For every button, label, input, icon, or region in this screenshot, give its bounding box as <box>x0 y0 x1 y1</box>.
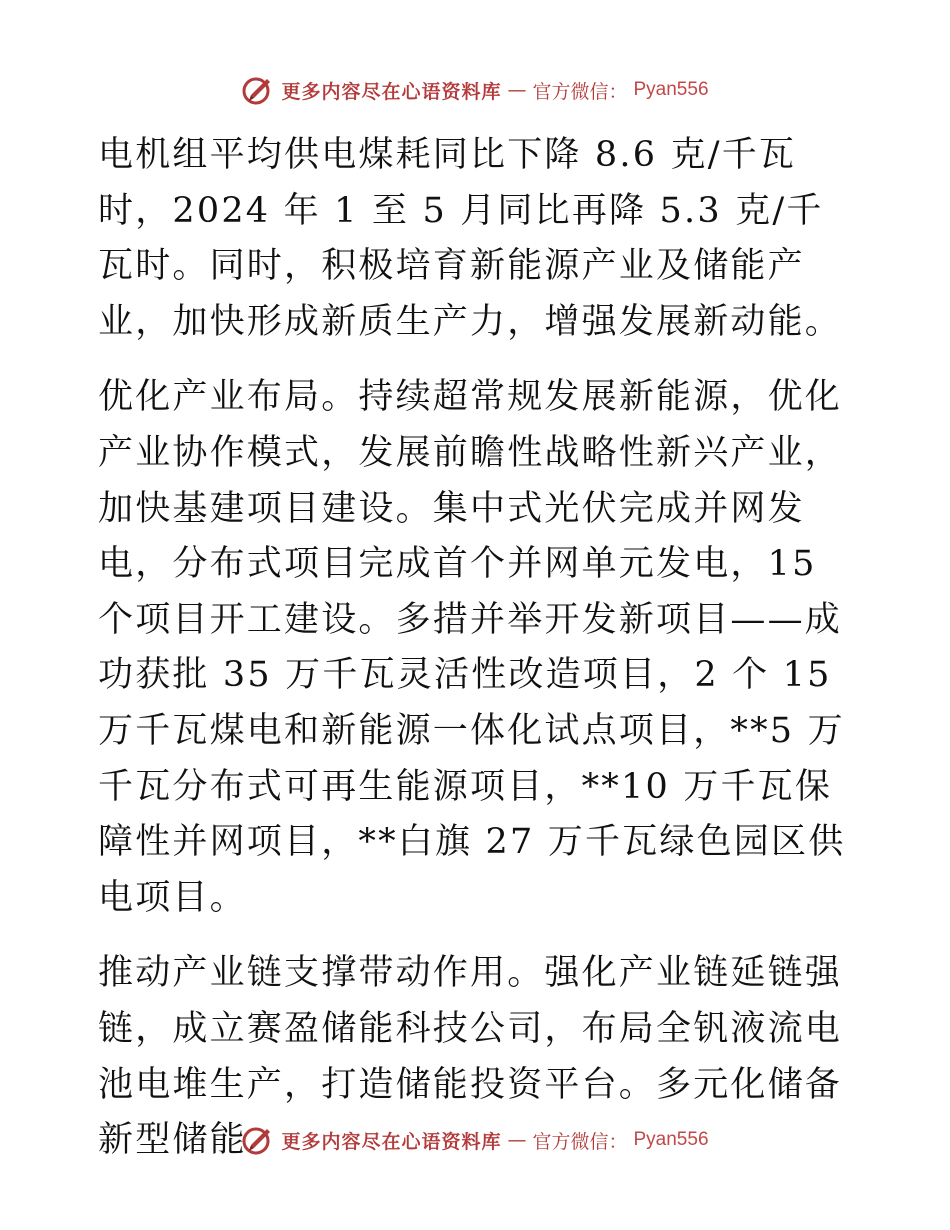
banner-site-name: 更多内容尽在心语资料库 <box>281 1130 502 1153</box>
banner-site-name: 更多内容尽在心语资料库 <box>281 80 502 103</box>
banner-dash: — <box>507 79 527 101</box>
banner-official-label: 官方微信： <box>532 80 628 103</box>
pen-circle-logo-icon <box>241 73 275 107</box>
banner-wechat-id: Pyan556 <box>633 1129 709 1150</box>
header-banner <box>0 72 950 108</box>
document-body <box>98 128 858 1169</box>
footer-banner <box>0 1122 950 1158</box>
banner-official-label: 官方微信： <box>532 1130 628 1153</box>
paragraph-2: 优化产业布局。持续超常规发展新能源，优化产业协作模式，发展前瞻性战略性新兴产业，加快基建项目建设。集中式光伏完成并网发电，分布式项目完成首个并网单元发电，15 个项目开工建设。多措并举开发新项目——成功获批 35 万千瓦灵活性改造项目，2 个 15 万千瓦煤电和新能源一体化试点项目，**5 万千瓦分布式可再生能源项目，**10 万千瓦保障性并网项目，**白旗 27 万千瓦绿色园区供电项目。 <box>98 377 846 918</box>
paragraph-1: 电机组平均供电煤耗同比下降 8.6 克/千瓦时，2024 年 1 至 5 月同比再降 5.3 克/千瓦时。同时，积极培育新能源产业及储能产业，加快形成新质生产力，增强发展新动能。 <box>98 135 843 342</box>
pen-circle-logo-icon <box>241 1123 275 1157</box>
banner-wechat-id: Pyan556 <box>633 79 709 100</box>
paragraph-3: 推动产业链支撑带动作用。强化产业链延链强链，成立赛盈储能科技公司，布局全钒液流电池电堆生产，打造储能投资平台。多元化储备新型储能 <box>98 953 843 1161</box>
banner-dash: — <box>507 1129 527 1151</box>
